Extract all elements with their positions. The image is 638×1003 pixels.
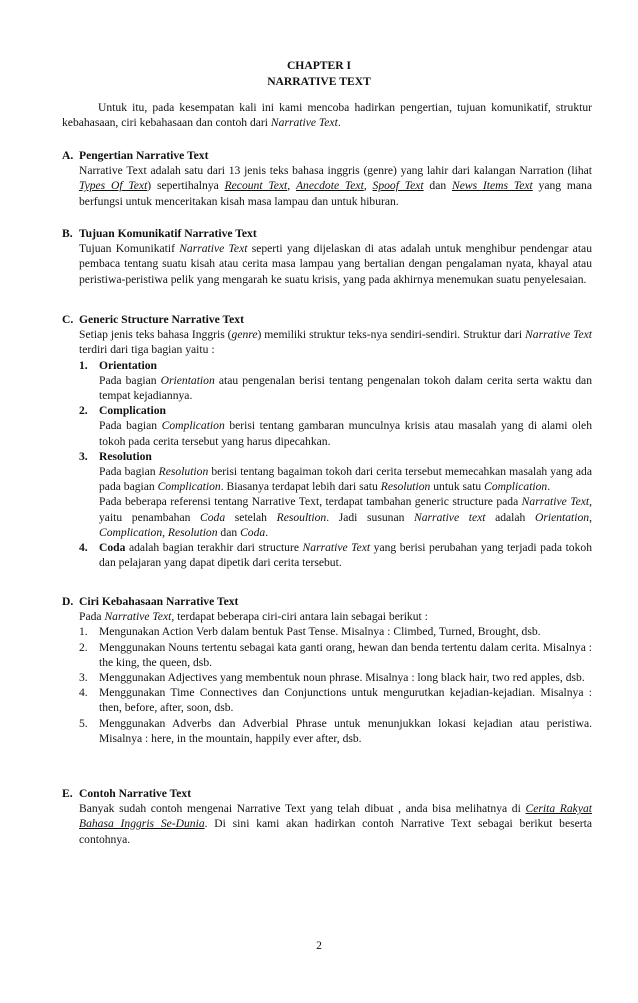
structure-item-body bbox=[62, 418, 592, 448]
intro-paragraph bbox=[62, 100, 592, 130]
section-heading-text: Ciri Kebahasaan Narrative Text bbox=[79, 595, 239, 608]
item-number: 2. bbox=[79, 404, 88, 418]
text: , bbox=[287, 179, 296, 193]
item-number: 4. bbox=[79, 686, 88, 700]
text: , bbox=[589, 510, 592, 524]
italic-text: Narrative text bbox=[414, 510, 486, 524]
text: terdiri dari tiga bagian yaitu : bbox=[79, 343, 215, 357]
italic-text: Complication bbox=[484, 480, 548, 494]
text: , bbox=[363, 179, 373, 193]
item-number: 5. bbox=[79, 716, 88, 730]
italic-text: Narrative Text bbox=[179, 242, 248, 256]
section-d-heading bbox=[62, 594, 592, 609]
section-letter: C. bbox=[62, 313, 74, 326]
text: Pada bagian bbox=[99, 465, 159, 479]
text: Pada bagian bbox=[99, 419, 162, 433]
section-heading-text: Tujuan Komunikatif Narrative Text bbox=[79, 227, 257, 240]
section-letter: A. bbox=[62, 149, 74, 162]
feature-item bbox=[62, 685, 592, 715]
text: yang mana berfungsi untuk menceritakan kisah masa lampau dan untuk hiburan. bbox=[79, 179, 592, 208]
text: . Jadi susunan bbox=[326, 510, 415, 524]
item-number: 4. bbox=[79, 541, 88, 555]
text: ) sepertihalnya bbox=[147, 179, 225, 193]
section-a-heading bbox=[62, 148, 592, 163]
text: atau pengenalan berisi tentang pengenalan tokoh dalam cerita serta waktu dan tempat kejadiannya. bbox=[99, 373, 592, 403]
text: . bbox=[547, 480, 551, 494]
link-types-of-text[interactable]: Types Of Text bbox=[79, 179, 148, 193]
section-b-body bbox=[62, 241, 592, 287]
section-d bbox=[62, 594, 592, 746]
section-letter: E. bbox=[62, 787, 73, 800]
section-a-body bbox=[62, 163, 592, 209]
italic-text: genre bbox=[231, 328, 258, 342]
item-number: 3. bbox=[79, 671, 88, 685]
section-e bbox=[62, 786, 592, 847]
structure-item-body bbox=[62, 464, 592, 494]
item-title: Complication bbox=[99, 404, 166, 418]
text: untuk satu bbox=[430, 480, 485, 494]
structure-item-body bbox=[62, 373, 592, 403]
text: yang berisi perubahan yang terjadi pada tokoh dan pelajaran yang dapat dipetik dari cerita tersebut. bbox=[99, 541, 592, 570]
italic-text: Coda bbox=[200, 510, 226, 524]
feature-item bbox=[62, 670, 592, 685]
link-recount-text[interactable]: Recount Text bbox=[224, 179, 288, 193]
italic-text: Narrative Text bbox=[104, 610, 172, 624]
feature-item bbox=[62, 624, 592, 639]
link-cerita-rakyat[interactable]: Cerita Rakyat Bahasa Inggris Se-Dunia bbox=[79, 802, 592, 831]
text: Setiap jenis teks bahasa Inggris ( bbox=[79, 328, 232, 342]
link-spoof-text[interactable]: Spoof Text bbox=[372, 179, 424, 193]
section-a bbox=[62, 148, 592, 209]
text: berisi tentang bagaiman tokoh dari cerita tersebut memecahkan masalah yang ada pada bagian bbox=[99, 465, 592, 494]
text: adalah bagian terakhir dari structure bbox=[125, 541, 303, 555]
text: adalah bbox=[485, 510, 535, 524]
intro-text-end: . bbox=[337, 116, 341, 130]
intro-italic: Narrative Text bbox=[270, 116, 338, 130]
page-number: 2 bbox=[316, 939, 322, 952]
text: . Biasanya terdapat lebih dari satu bbox=[220, 480, 381, 494]
structure-item-resolution bbox=[62, 449, 592, 464]
text: Banyak sudah contoh mengenai Narrative Text yang telah dibuat , anda bisa melihatnya di bbox=[79, 802, 526, 816]
link-news-items-text[interactable]: News Items Text bbox=[451, 179, 533, 193]
text: seperti yang dijelaskan di atas adalah untuk menghibur pendengar atau pembaca tentang suatu kisah atau cerita masa lampau yang bertalian dengan pengalaman nyata, khayal atau peristiwa-peristiwa pelik yang mengarah ke suatu krisis, yang pada akhirnya menemukan suatu penyelesaian. bbox=[79, 242, 592, 286]
text: , terdapat beberapa ciri-ciri antara lain sebagai berikut : bbox=[171, 610, 428, 624]
item-number: 3. bbox=[79, 449, 88, 463]
italic-text: Resolution bbox=[167, 525, 218, 539]
text: Tujuan Komunikatif bbox=[79, 242, 180, 256]
text: berisi tentang gambaran munculnya krisis atau masalah yang di alami oleh tokoh pada cerita tersebut yang harus dipecahkan. bbox=[99, 419, 592, 448]
item-title: Orientation bbox=[99, 358, 157, 372]
italic-text: Complication bbox=[157, 480, 221, 494]
section-d-body bbox=[62, 609, 592, 624]
link-anecdote-text[interactable]: Anecdote Text bbox=[295, 179, 364, 193]
chapter-title: NARRATIVE TEXT bbox=[267, 75, 371, 88]
item-text: Mengunakan Action Verb dalam bentuk Past Tense. Misalnya : Climbed, Turned, Brought, dsb. bbox=[99, 625, 541, 639]
section-letter: D. bbox=[62, 595, 74, 608]
item-text: Menggunakan Adverbs dan Adverbial Phrase untuk menunjukkan lokasi kejadian atau peristiwa. Misalnya : here, in the mountain, happily ever after, dsb. bbox=[99, 716, 592, 745]
text: setelah bbox=[225, 510, 277, 524]
item-text: Menggunakan Time Connectives dan Conjunctions untuk mengurutkan kejadian-kejadian. Misalnya : then, before, after, soon, dsb. bbox=[99, 686, 592, 715]
item-number: 1. bbox=[79, 625, 88, 639]
text: dan bbox=[217, 525, 241, 539]
section-e-body bbox=[62, 801, 592, 847]
structure-coda-note bbox=[62, 494, 592, 540]
section-heading-text: Contoh Narrative Text bbox=[79, 787, 192, 800]
item-text: Menggunakan Nouns tertentu sebagai kata ganti orang, hewan dan benda tertentu dalam cerita. Misalnya : the king, the queen, dsb. bbox=[99, 640, 592, 669]
chapter-label: CHAPTER I bbox=[286, 59, 352, 72]
italic-text: Complication bbox=[99, 525, 163, 539]
italic-text: Resoultion bbox=[276, 510, 327, 524]
section-heading-text: Generic Structure Narrative Text bbox=[79, 313, 244, 326]
italic-text: Coda bbox=[240, 525, 266, 539]
italic-text: Orientation bbox=[160, 373, 215, 387]
section-b bbox=[62, 226, 592, 287]
section-heading-text: Pengertian Narrative Text bbox=[79, 149, 209, 162]
text: ) memiliki struktur teks-nya sendiri-sendiri. Struktur dari bbox=[257, 328, 526, 342]
section-c bbox=[62, 312, 592, 570]
italic-text: Narrative Text bbox=[521, 495, 590, 509]
section-e-heading bbox=[62, 786, 592, 801]
italic-text: Narrative Text bbox=[525, 328, 592, 342]
text: . bbox=[265, 525, 269, 539]
italic-text: Narrative Text bbox=[302, 541, 371, 555]
text: , bbox=[162, 525, 168, 539]
structure-item-complication bbox=[62, 403, 592, 418]
intro-text: Untuk itu, pada kesempatan kali ini kami mencoba hadirkan pengertian, tujuan komunikatif, struktur kebahasaan, ciri kebahasaan dan contoh dari bbox=[62, 101, 592, 130]
text: Pada bbox=[79, 610, 105, 624]
section-b-heading bbox=[62, 226, 592, 241]
text: . Di sini kami akan hadirkan contoh Narrative Text sebagai berikut beserta contohnya. bbox=[79, 817, 592, 846]
item-number: 2. bbox=[79, 640, 88, 654]
item-title: Coda bbox=[99, 541, 126, 555]
italic-text: Resolution bbox=[380, 480, 431, 494]
text: Pada beberapa referensi tentang Narrative Text, terdapat tambahan generic structure pada bbox=[99, 495, 522, 509]
section-c-body bbox=[62, 327, 592, 357]
italic-text: Resolution bbox=[158, 465, 209, 479]
feature-item bbox=[62, 716, 592, 746]
structure-item-orientation bbox=[62, 358, 592, 373]
structure-item-coda bbox=[62, 540, 592, 570]
text: , yaitu penambahan bbox=[99, 495, 592, 524]
italic-text: Complication bbox=[161, 419, 225, 433]
italic-text: Orientation bbox=[534, 510, 590, 524]
section-c-heading bbox=[62, 312, 592, 327]
feature-item bbox=[62, 640, 592, 670]
section-letter: B. bbox=[62, 227, 73, 240]
text: dan bbox=[423, 179, 452, 193]
item-number: 1. bbox=[79, 358, 88, 372]
text: Narrative Text adalah satu dari 13 jenis teks bahasa inggris (genre) yang lahir dari kalangan Narration (lihat bbox=[79, 164, 592, 178]
text: Pada bagian bbox=[99, 373, 161, 387]
item-title: Resolution bbox=[99, 449, 152, 463]
item-text: Menggunakan Adjectives yang membentuk noun phrase. Misalnya : long black hair, two red apples, dsb. bbox=[99, 671, 585, 685]
